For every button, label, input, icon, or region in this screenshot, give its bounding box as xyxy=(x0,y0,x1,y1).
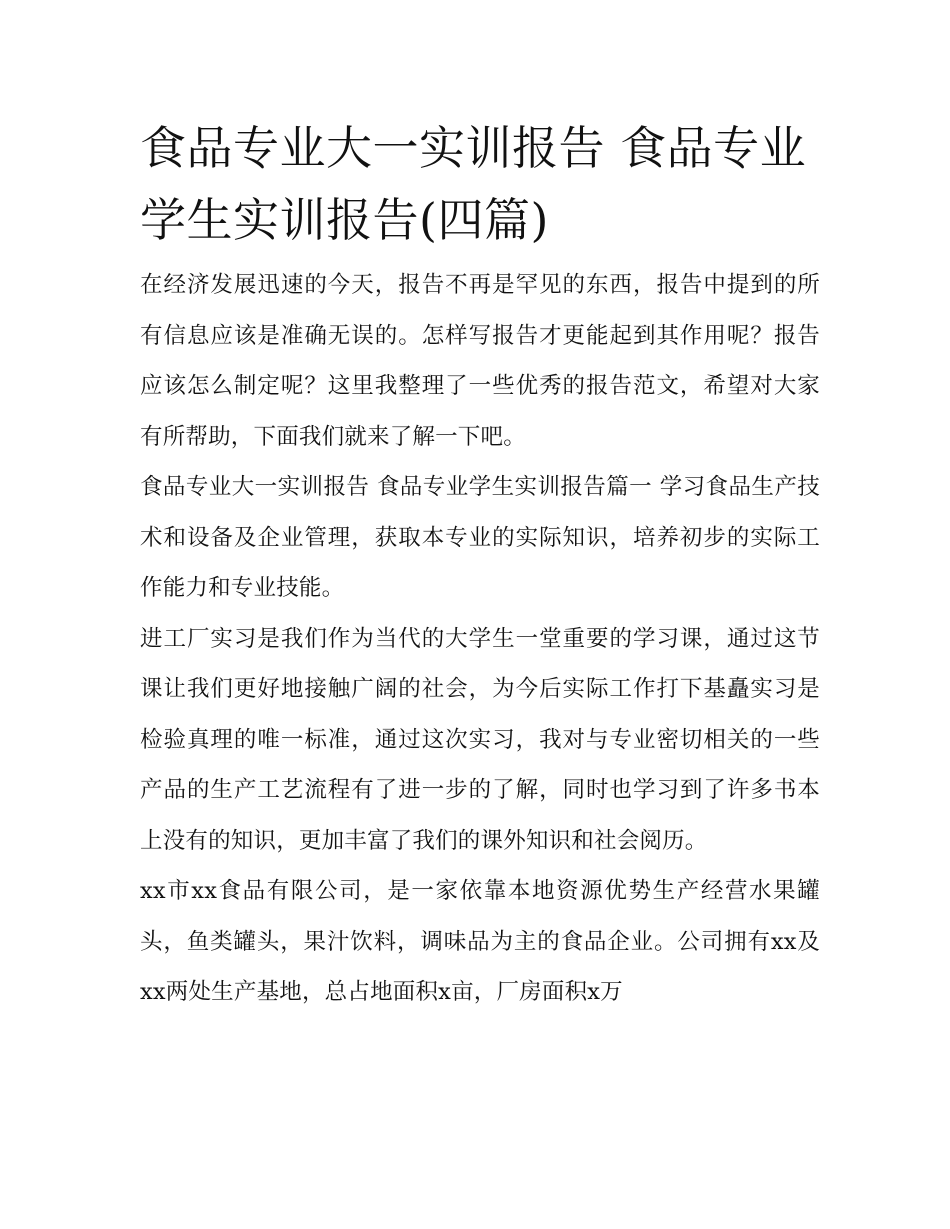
paragraph-intro: 在经济发展迅速的今天，报告不再是罕见的东西，报告中提到的所有信息应该是准确无误的。怎样写报告才更能起到其作用呢？报告应该怎么制定呢？这里我整理了一些优秀的报告范文，希望对大家有所帮助，下面我们就来了解一下吧。 xyxy=(140,272,820,450)
paragraph-purpose: 食品专业大一实训报告 食品专业学生实训报告篇一 学习食品生产技术和设备及企业管理，获取本专业的实际知识，培养初步的实际工作能力和专业技能。 xyxy=(140,474,820,601)
paragraph-internship: 进工厂实习是我们作为当代的大学生一堂重要的学习课，通过这节课让我们更好地接触广阔的社会，为今后实际工作打下基矗实习是检验真理的唯一标准，通过这次实习，我对与专业密切相关的一些产品的生产工艺流程有了进一步的了解，同时也学习到了许多书本上没有的知识，更加丰富了我们的课外知识和社会阅历。 xyxy=(140,625,820,854)
document-title: 食品专业大一实训报告 食品专业学生实训报告(四篇) xyxy=(140,121,807,247)
document-page xyxy=(140,112,820,1018)
paragraph-company: xx市xx食品有限公司，是一家依靠本地资源优势生产经营水果罐头，鱼类罐头，果汁饮料，调味品为主的食品企业。公司拥有xx及xx两处生产基地，总占地面积x亩，厂房面积x万 xyxy=(140,878,820,1005)
